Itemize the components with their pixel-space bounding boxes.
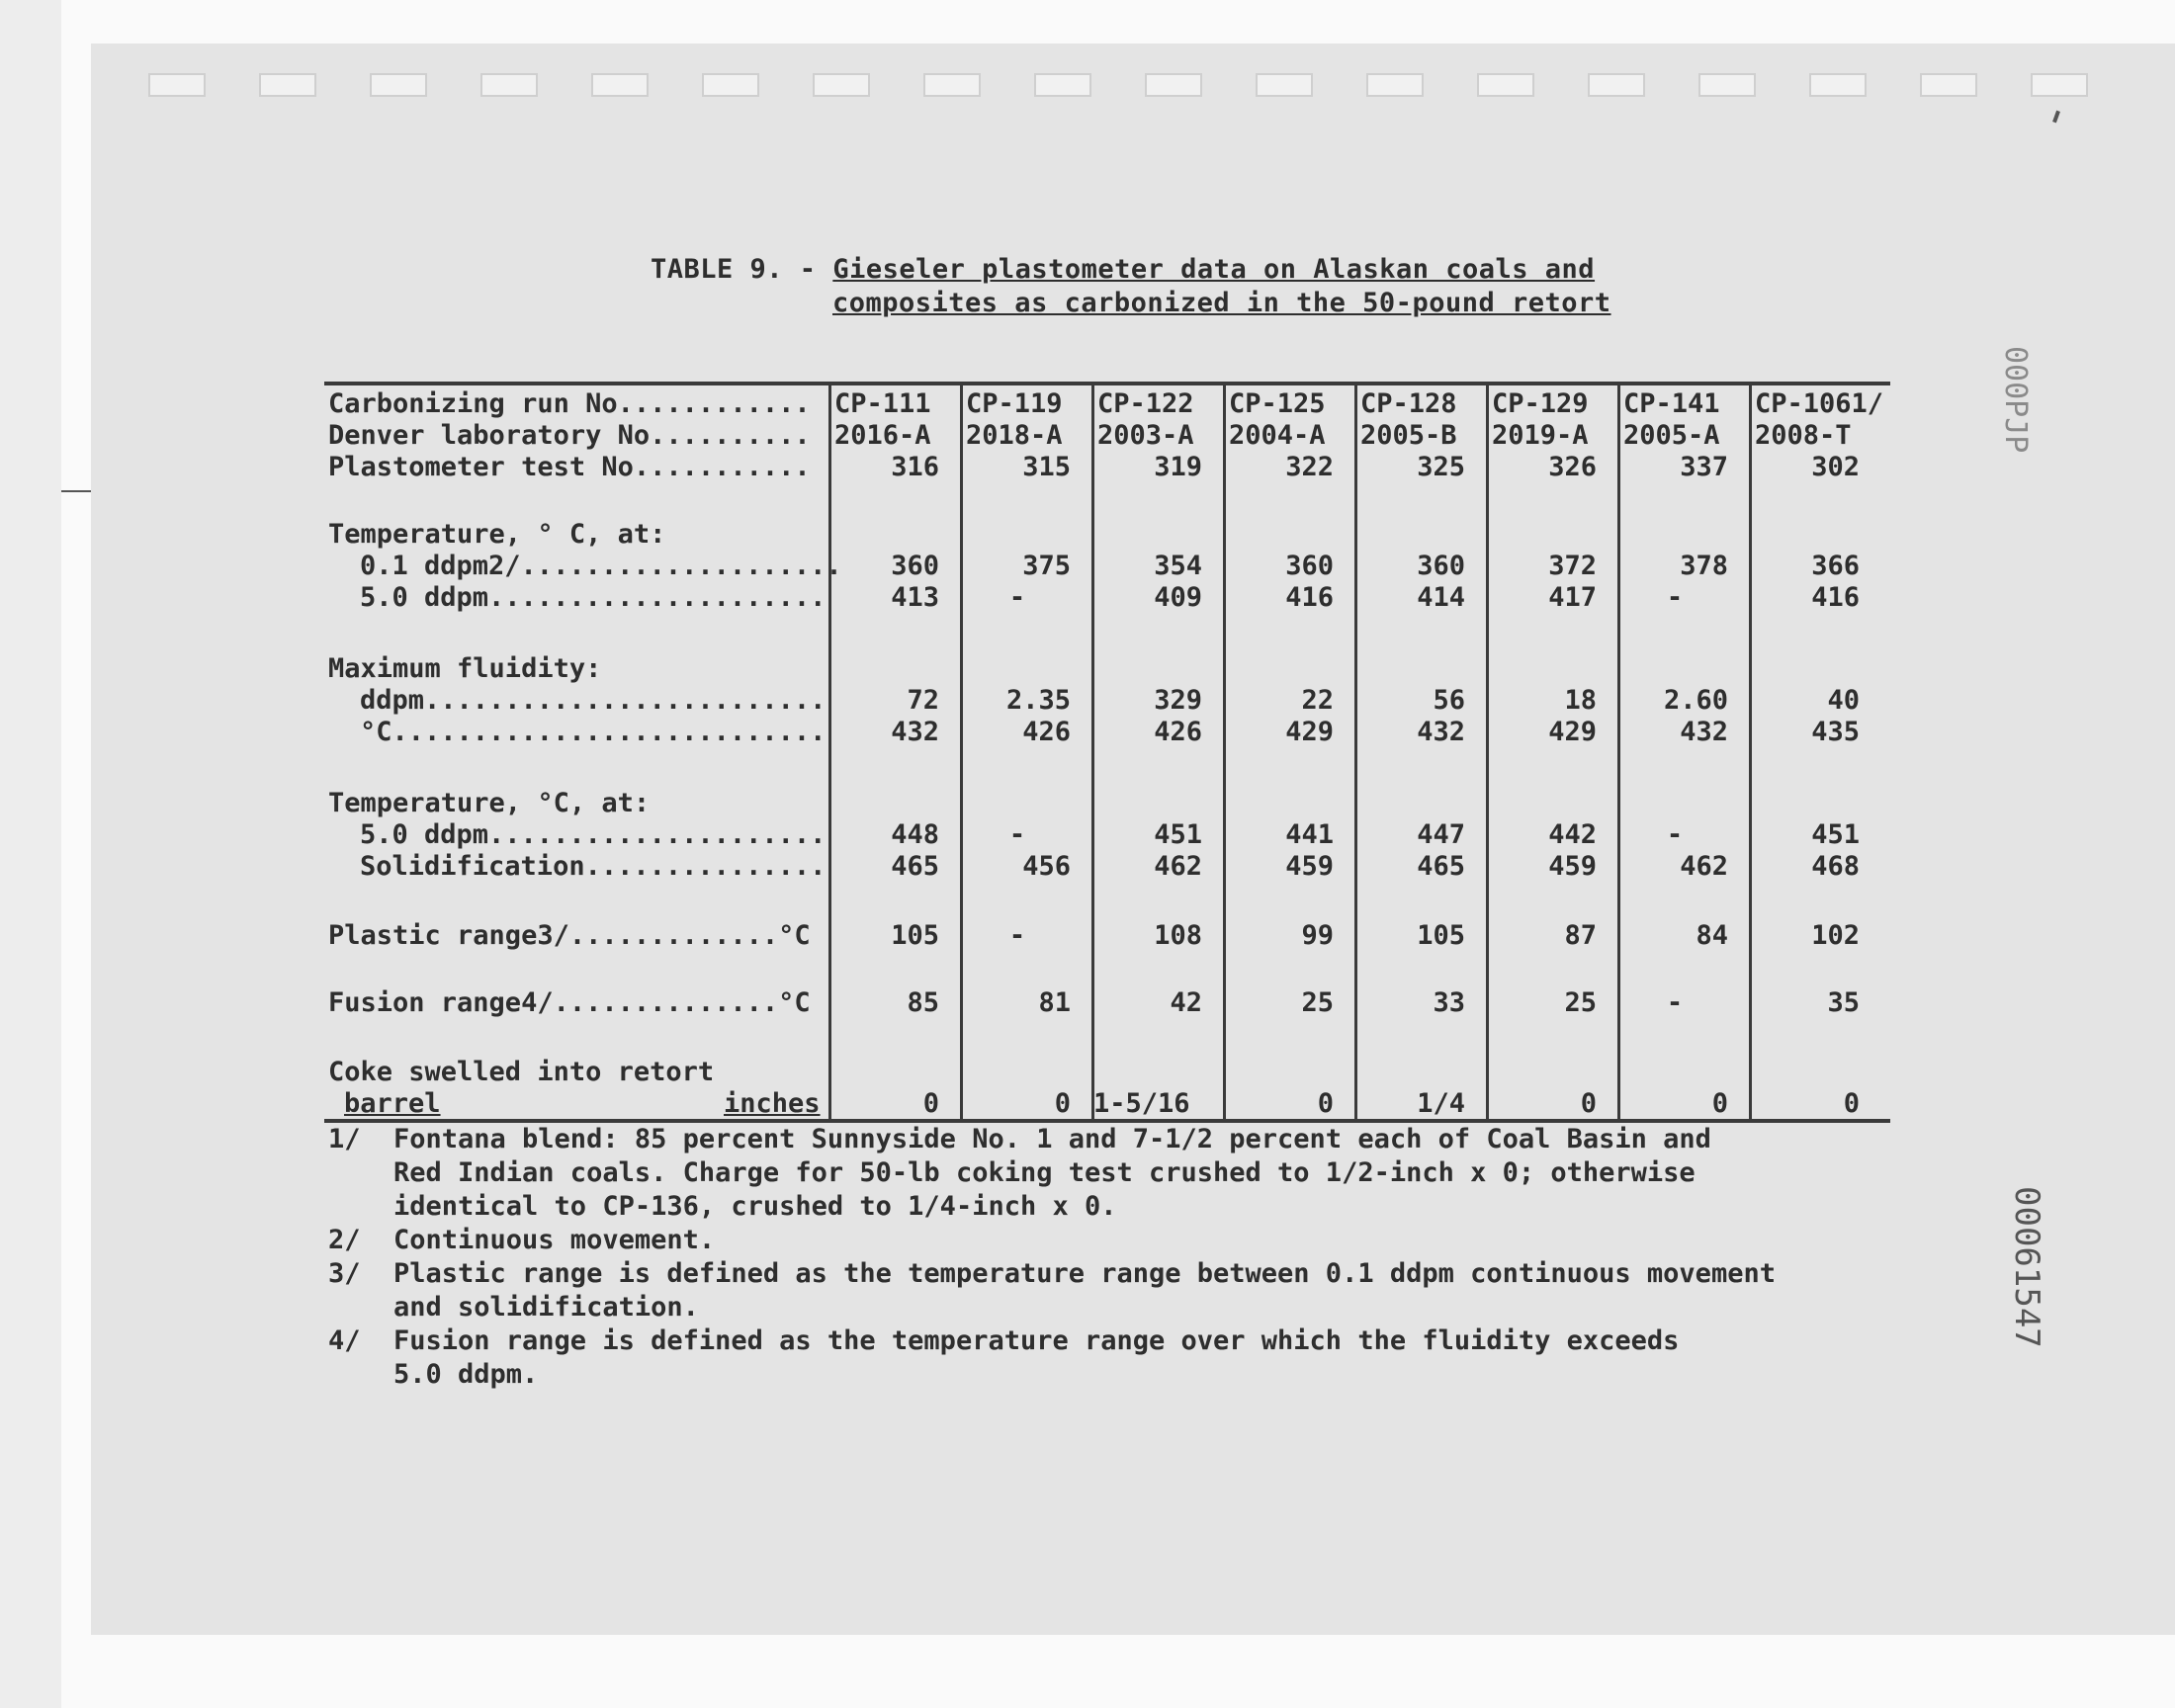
table-cell-t50b: 451 xyxy=(1154,819,1202,850)
footnote-line: Continuous movement. xyxy=(393,1225,716,1255)
table-cell-t50a: 413 xyxy=(891,582,939,613)
table-cell-coke: 0 xyxy=(1317,1088,1334,1119)
table-cell-plastic: - xyxy=(1008,920,1026,951)
column-header-test: 337 xyxy=(1680,452,1728,482)
label-carbonizing-run: Carbonizing run No............ xyxy=(328,388,811,419)
table-cell-t50a: 409 xyxy=(1154,582,1202,613)
column-divider xyxy=(1354,382,1357,1120)
table-cell-plastic: 105 xyxy=(891,920,939,951)
column-header-test: 315 xyxy=(1022,452,1071,482)
footnote-mark: 2/ xyxy=(328,1225,361,1255)
table-cell-fusion: 42 xyxy=(1170,987,1202,1018)
table-cell-solid: 462 xyxy=(1680,851,1728,882)
table-cell-plastic: 87 xyxy=(1564,920,1597,951)
punch-hole xyxy=(702,73,759,97)
column-divider xyxy=(1749,382,1752,1120)
label-50-ddpm: 5.0 ddpm..................... xyxy=(360,582,826,613)
table-cell-mf-ddpm: 2.35 xyxy=(1005,685,1071,716)
punch-hole xyxy=(1145,73,1202,97)
column-header-test: 322 xyxy=(1285,452,1334,482)
table-cell-t01: 360 xyxy=(891,551,939,581)
punch-hole xyxy=(259,73,316,97)
table-cell-plastic: 102 xyxy=(1811,920,1860,951)
table-cell-mf-ddpm: 329 xyxy=(1154,685,1202,716)
label-solidification: Solidification............... xyxy=(360,851,826,882)
table-cell-t50b: - xyxy=(1666,819,1684,850)
table-cell-mf-c: 432 xyxy=(1417,717,1465,747)
table-cell-coke: 0 xyxy=(1580,1088,1597,1119)
footnote-line: 5.0 ddpm. xyxy=(393,1359,539,1390)
column-header-lab: 2005-B xyxy=(1360,420,1457,451)
punch-hole xyxy=(1588,73,1645,97)
table-cell-t50b: - xyxy=(1008,819,1026,850)
table-cell-mf-ddpm: 18 xyxy=(1564,685,1597,716)
footnote-mark: 3/ xyxy=(328,1258,361,1289)
table-cell-mf-c: 432 xyxy=(1680,717,1728,747)
table-cell-t50a: 414 xyxy=(1417,582,1465,613)
footnote-line: and solidification. xyxy=(393,1292,699,1323)
label-temperature-at-2: Temperature, °C, at: xyxy=(328,788,651,818)
label-50-ddpm-2: 5.0 ddpm..................... xyxy=(360,819,826,850)
table-cell-fusion: 85 xyxy=(907,987,939,1018)
title-line-2: composites as carbonized in the 50-pound retort xyxy=(832,288,1611,318)
punch-hole xyxy=(1034,73,1091,97)
table-cell-mf-c: 429 xyxy=(1285,717,1334,747)
punch-hole xyxy=(148,73,206,97)
label-plastic-range: Plastic range3/.............°C xyxy=(328,920,811,951)
table-cell-mf-c: 432 xyxy=(891,717,939,747)
column-header-lab: 2005-A xyxy=(1623,420,1720,451)
table-cell-fusion: - xyxy=(1666,987,1684,1018)
table-cell-fusion: 25 xyxy=(1564,987,1597,1018)
column-header-lab: 2004-A xyxy=(1229,420,1326,451)
table-cell-solid: 468 xyxy=(1811,851,1860,882)
column-header-run: CP-119 xyxy=(966,388,1063,419)
column-divider xyxy=(1223,382,1226,1120)
column-header-lab: 2003-A xyxy=(1097,420,1194,451)
column-header-lab: 2019-A xyxy=(1492,420,1589,451)
table-cell-mf-ddpm: 72 xyxy=(907,685,939,716)
table-cell-coke: 0 xyxy=(922,1088,939,1119)
table-cell-solid: 456 xyxy=(1022,851,1071,882)
table-cell-mf-c: 429 xyxy=(1548,717,1597,747)
column-header-lab: 2008-T xyxy=(1755,420,1852,451)
label-01-ddpm: 0.1 ddpm2/.................... xyxy=(360,551,842,581)
table-top-rule xyxy=(324,382,1890,385)
column-header-run: CP-122 xyxy=(1097,388,1194,419)
punch-hole xyxy=(1366,73,1424,97)
margin-code-bottom-text: 00061547 xyxy=(2007,1186,2046,1348)
column-header-run: CP-129 xyxy=(1492,388,1589,419)
table-cell-t50a: 417 xyxy=(1548,582,1597,613)
column-header-run: CP-125 xyxy=(1229,388,1326,419)
table-cell-solid: 465 xyxy=(1417,851,1465,882)
label-plastometer-test: Plastometer test No........... xyxy=(328,452,811,482)
table-cell-coke: 0 xyxy=(1054,1088,1071,1119)
column-divider xyxy=(960,382,963,1120)
title-line-1: Gieseler plastometer data on Alaskan coals and xyxy=(832,254,1596,285)
margin-code-top-text: 000PJP xyxy=(1998,346,2033,454)
table-cell-fusion: 35 xyxy=(1827,987,1860,1018)
table-cell-fusion: 25 xyxy=(1301,987,1334,1018)
table-cell-t50b: 441 xyxy=(1285,819,1334,850)
table-cell-fusion: 33 xyxy=(1433,987,1465,1018)
label-maximum-fluidity: Maximum fluidity: xyxy=(328,653,602,684)
footnote-4 xyxy=(324,1324,1867,1392)
table-cell-solid: 462 xyxy=(1154,851,1202,882)
table-cell-t50b: 448 xyxy=(891,819,939,850)
column-header-test: 325 xyxy=(1417,452,1465,482)
table-cell-t01: 354 xyxy=(1154,551,1202,581)
punch-hole xyxy=(1256,73,1313,97)
footnote-mark: 1/ xyxy=(328,1124,361,1154)
table-cell-fusion: 81 xyxy=(1038,987,1071,1018)
table-cell-t01: 372 xyxy=(1548,551,1597,581)
table-cell-t50b: 447 xyxy=(1417,819,1465,850)
label-barrel: barrel xyxy=(344,1088,441,1119)
label-degc: °C........................... xyxy=(360,717,826,747)
punch-hole xyxy=(370,73,427,97)
label-denver-lab: Denver laboratory No.......... xyxy=(328,420,811,451)
column-header-run: CP-128 xyxy=(1360,388,1457,419)
table-cell-mf-ddpm: 22 xyxy=(1301,685,1334,716)
column-header-run: CP-1061/ xyxy=(1755,388,1884,419)
footnote-2 xyxy=(324,1224,1867,1257)
table-cell-plastic: 108 xyxy=(1154,920,1202,951)
label-inches: inches xyxy=(724,1088,821,1119)
table-cell-coke: 1/4 xyxy=(1417,1088,1465,1119)
punch-hole xyxy=(1477,73,1534,97)
footnote-line: identical to CP-136, crushed to 1/4-inch x 0. xyxy=(393,1191,1117,1222)
punch-hole xyxy=(1920,73,1977,97)
label-temperature-at: Temperature, ° C, at: xyxy=(328,519,666,550)
table-cell-t01: 360 xyxy=(1417,551,1465,581)
table-cell-t01: 366 xyxy=(1811,551,1860,581)
table-cell-solid: 465 xyxy=(891,851,939,882)
table-cell-coke: 0 xyxy=(1711,1088,1728,1119)
footnote-line: Fontana blend: 85 percent Sunnyside No. 1 and 7-1/2 percent each of Coal Basin and xyxy=(393,1124,1711,1154)
table-cell-mf-c: 435 xyxy=(1811,717,1860,747)
footnote-3 xyxy=(324,1257,1867,1324)
table-cell-mf-c: 426 xyxy=(1022,717,1071,747)
margin-code-top xyxy=(1985,346,2044,524)
footnotes xyxy=(324,1123,1867,1392)
table-cell-plastic: 84 xyxy=(1696,920,1728,951)
label-fusion-range: Fusion range4/..............°C xyxy=(328,987,811,1018)
table-cell-mf-ddpm: 2.60 xyxy=(1663,685,1728,716)
table-cell-coke: 1-5/16 xyxy=(1093,1088,1190,1119)
title-prefix: TABLE 9. - xyxy=(651,254,833,285)
column-header-lab: 2018-A xyxy=(966,420,1063,451)
punch-hole xyxy=(2031,73,2088,97)
column-header-test: 319 xyxy=(1154,452,1202,482)
table-title xyxy=(651,253,1611,318)
plastometer-table xyxy=(324,382,1890,1123)
table-cell-mf-ddpm: 40 xyxy=(1827,685,1860,716)
table-cell-coke: 0 xyxy=(1843,1088,1860,1119)
punch-hole xyxy=(923,73,981,97)
table-cell-plastic: 105 xyxy=(1417,920,1465,951)
column-divider xyxy=(1486,382,1489,1120)
table-cell-plastic: 99 xyxy=(1301,920,1334,951)
footnote-line: Plastic range is defined as the temperature range between 0.1 ddpm continuous movement xyxy=(393,1258,1776,1289)
table-cell-t50b: 451 xyxy=(1811,819,1860,850)
footnote-line: Fusion range is defined as the temperature range over which the fluidity exceeds xyxy=(393,1325,1680,1356)
column-header-lab: 2016-A xyxy=(834,420,931,451)
column-header-test: 302 xyxy=(1811,452,1860,482)
footnote-mark: 4/ xyxy=(328,1325,361,1356)
table-cell-t50a: - xyxy=(1008,582,1026,613)
punch-holes xyxy=(148,73,2106,101)
table-cell-solid: 459 xyxy=(1285,851,1334,882)
table-cell-t50a: 416 xyxy=(1811,582,1860,613)
label-coke-swelled: Coke swelled into retort xyxy=(328,1057,715,1087)
table-cell-t50b: 442 xyxy=(1548,819,1597,850)
table-cell-t50a: 416 xyxy=(1285,582,1334,613)
table-cell-t01: 360 xyxy=(1285,551,1334,581)
punch-hole xyxy=(591,73,649,97)
table-cell-t01: 378 xyxy=(1680,551,1728,581)
punch-hole xyxy=(1698,73,1756,97)
punch-hole xyxy=(813,73,870,97)
column-header-test: 316 xyxy=(891,452,939,482)
footnote-line: Red Indian coals. Charge for 50-lb coking test crushed to 1/2-inch x 0; otherwise xyxy=(393,1157,1696,1188)
column-divider xyxy=(1617,382,1620,1120)
scan-left-strip xyxy=(0,0,61,1708)
table-cell-t50a: - xyxy=(1666,582,1684,613)
column-header-run: CP-141 xyxy=(1623,388,1720,419)
table-cell-mf-ddpm: 56 xyxy=(1433,685,1465,716)
column-header-run: CP-111 xyxy=(834,388,931,419)
punch-hole xyxy=(480,73,538,97)
column-header-test: 326 xyxy=(1548,452,1597,482)
table-cell-solid: 459 xyxy=(1548,851,1597,882)
table-cell-mf-c: 426 xyxy=(1154,717,1202,747)
margin-mark xyxy=(61,490,91,492)
footnote-1 xyxy=(324,1123,1867,1224)
punch-hole xyxy=(1809,73,1867,97)
column-divider xyxy=(1091,382,1094,1120)
label-ddpm: ddpm......................... xyxy=(360,685,826,716)
table-cell-t01: 375 xyxy=(1022,551,1071,581)
column-divider xyxy=(828,382,831,1120)
